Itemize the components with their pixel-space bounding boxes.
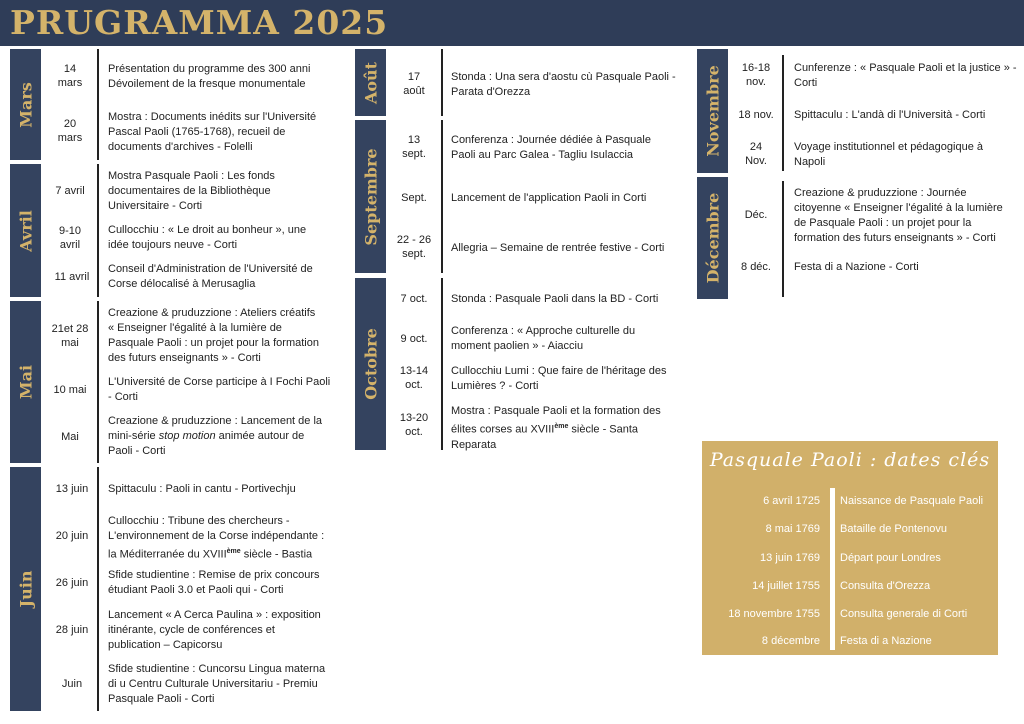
event-text: Cullocchiu : « Le droit au bonheur », une idée toujours neuve - Corti [108, 224, 307, 251]
event-date: 10 mai [53, 384, 87, 396]
event-text: Spittaculu : Paoli in cantu - Portivechju [108, 483, 296, 495]
key-date-label: Bataille de Pontenovu [840, 523, 948, 535]
month-band-septembre: Septembre [355, 120, 386, 273]
event-text: Mostra : Documents inédits sur l'Université Pascal Paoli (1765-1768), recueil de documents d'archives - Folelli [108, 111, 317, 153]
event-text: Cunferenze : « Pasquale Paoli et la justice » - Corti [794, 62, 1017, 89]
event-date: 14 mars [57, 63, 83, 89]
key-dates-divider [830, 488, 835, 650]
key-date-label: Naissance de Pasquale Paoli [840, 495, 984, 507]
month-band-aout: Août [355, 49, 386, 116]
event-date: 28 juin [55, 624, 89, 636]
key-date: 8 décembre [761, 635, 820, 647]
event-text: Mostra : Pasquale Paoli et la formation des élites corses au XVIIIème siècle - Santa Reparata [451, 405, 661, 451]
event-text: Voyage institutionnel et pédagogique à Napoli [794, 141, 983, 168]
month-band-avril: Avril [10, 164, 41, 297]
event-date: 17 août [403, 71, 425, 97]
event-text: Spittaculu : L'andà di l'Università - Corti [794, 109, 986, 121]
key-date: 13 juin 1769 [760, 552, 820, 564]
event-text: Creazione & pruduzzione : Journée citoyenne « Enseigner l'égalité à la lumière de Pasquale Paoli : un projet pour la formation des futurs enseignants » - Corti [794, 187, 1003, 244]
key-dates-title: Pasquale Paoli : dates clés [709, 449, 991, 471]
event-date: 16-18 nov. [741, 62, 771, 88]
key-dates-panel [702, 441, 998, 655]
event-date: 13 juin [55, 483, 89, 495]
divider-mars [97, 49, 99, 160]
month-band-octobre: Octobre [355, 278, 386, 450]
key-date-label: Festa di a Nazione [840, 635, 932, 647]
month-band-novembre: Novembre [697, 49, 728, 173]
key-date: 6 avril 1725 [763, 495, 820, 507]
event-date: 13 sept. [402, 134, 426, 160]
event-text: Sfide studientine : Cuncorsu Lingua materna di u Centru Culturale Universitariu - Premiu Pasquale Paoli - Corti [108, 663, 326, 705]
key-date: 14 juillet 1755 [752, 580, 820, 592]
event-text: Conferenza : Journée dédiée à Pasquale Paoli au Parc Galea - Tagliu Isulaccia [451, 134, 651, 161]
divider-septembre [441, 120, 443, 273]
event-text: Stonda : Una sera d'aostu cù Pasquale Paoli - Parata d'Orezza [451, 71, 676, 98]
event-date: 21et 28 mai [51, 323, 89, 349]
event-text: L'Université de Corse participe à I Fochi Paoli - Corti [108, 376, 331, 403]
event-date: 9-10 avril [58, 225, 82, 251]
event-text: Creazione & pruduzzione : Ateliers créatifs « Enseigner l'égalité à la lumière de Pasquale Paoli : un projet pour la formation des futurs enseignants » - Corti [108, 307, 319, 364]
divider-decembre [782, 181, 784, 297]
event-text: Mostra Pasquale Paoli : Les fonds documentaires de la Bibliothèque Universitaire - Corti [108, 170, 275, 212]
event-text: Conferenza : « Approche culturelle du moment paolien » - Aiacciu [451, 325, 636, 352]
event-text: Festa di a Nazione - Corti [794, 261, 919, 273]
event-date: 13-20 oct. [399, 412, 429, 438]
event-text: Lancement « A Cerca Paulina » : exposition itinérante, cycle de conférences et publication – Capicorsu [108, 609, 321, 651]
event-text: Cullocchiu Lumi : Que faire de l'héritage des Lumières ? - Corti [451, 365, 667, 392]
event-text: Allegria – Semaine de rentrée festive - Corti [451, 242, 665, 254]
event-date: 20 mars [57, 118, 83, 144]
divider-mai [97, 301, 99, 463]
page-title: PRUGRAMMA 2025 [10, 3, 389, 42]
event-text: Lancement de l'application Paoli in Corti [451, 192, 647, 204]
event-date: 18 nov. [738, 109, 774, 121]
month-band-decembre: Décembre [697, 177, 728, 299]
event-date: Sept. [401, 192, 427, 204]
event-date: Déc. [744, 209, 768, 221]
event-date: 8 déc. [741, 261, 771, 273]
event-date: Juin [61, 678, 83, 690]
key-date-label: Consulta generale di Corti [840, 608, 968, 620]
key-date: 18 novembre 1755 [728, 608, 820, 620]
event-date: 22 - 26 sept. [396, 234, 432, 260]
event-date: 20 juin [55, 530, 89, 542]
month-band-mai: Mai [10, 301, 41, 463]
header-banner [0, 0, 1024, 46]
event-date: 13-14 oct. [399, 365, 429, 391]
divider-octobre [441, 278, 443, 450]
key-date-label: Départ pour Londres [840, 552, 941, 564]
month-band-mars: Mars [10, 49, 41, 160]
event-text: Sfide studientine : Remise de prix concours étudiant Paoli 3.0 et Paoli qui - Corti [108, 569, 320, 596]
event-date: Mai [61, 431, 79, 443]
key-date: 8 mai 1769 [765, 523, 820, 535]
event-text: Présentation du programme des 300 anni Dévoilement de la fresque monumentale [108, 63, 311, 90]
event-text: Creazione & pruduzzione : Lancement de la mini-série stop motion animée autour de Paoli - Corti [108, 415, 323, 457]
event-date: 7 oct. [400, 293, 428, 305]
event-date: 26 juin [55, 577, 89, 589]
event-text: Cullocchiu : Tribune des chercheurs - L'environnement de la Corse indépendante : la Méditerranée du XVIIIème siècle - Bastia [108, 515, 325, 561]
event-text: Stonda : Pasquale Paoli dans la BD - Corti [451, 293, 659, 305]
key-date-label: Consulta d'Orezza [840, 580, 931, 592]
divider-aout [441, 49, 443, 116]
event-date: 9 oct. [400, 333, 428, 345]
divider-novembre [782, 55, 784, 171]
event-date: 7 avril [55, 185, 85, 197]
event-date: 24 Nov. [745, 141, 767, 167]
event-text: Conseil d'Administration de l'Université de Corse délocalisé à Merusaglia [108, 263, 313, 290]
month-band-juin: Juin [10, 467, 41, 711]
event-date: 11 avril [54, 271, 90, 283]
